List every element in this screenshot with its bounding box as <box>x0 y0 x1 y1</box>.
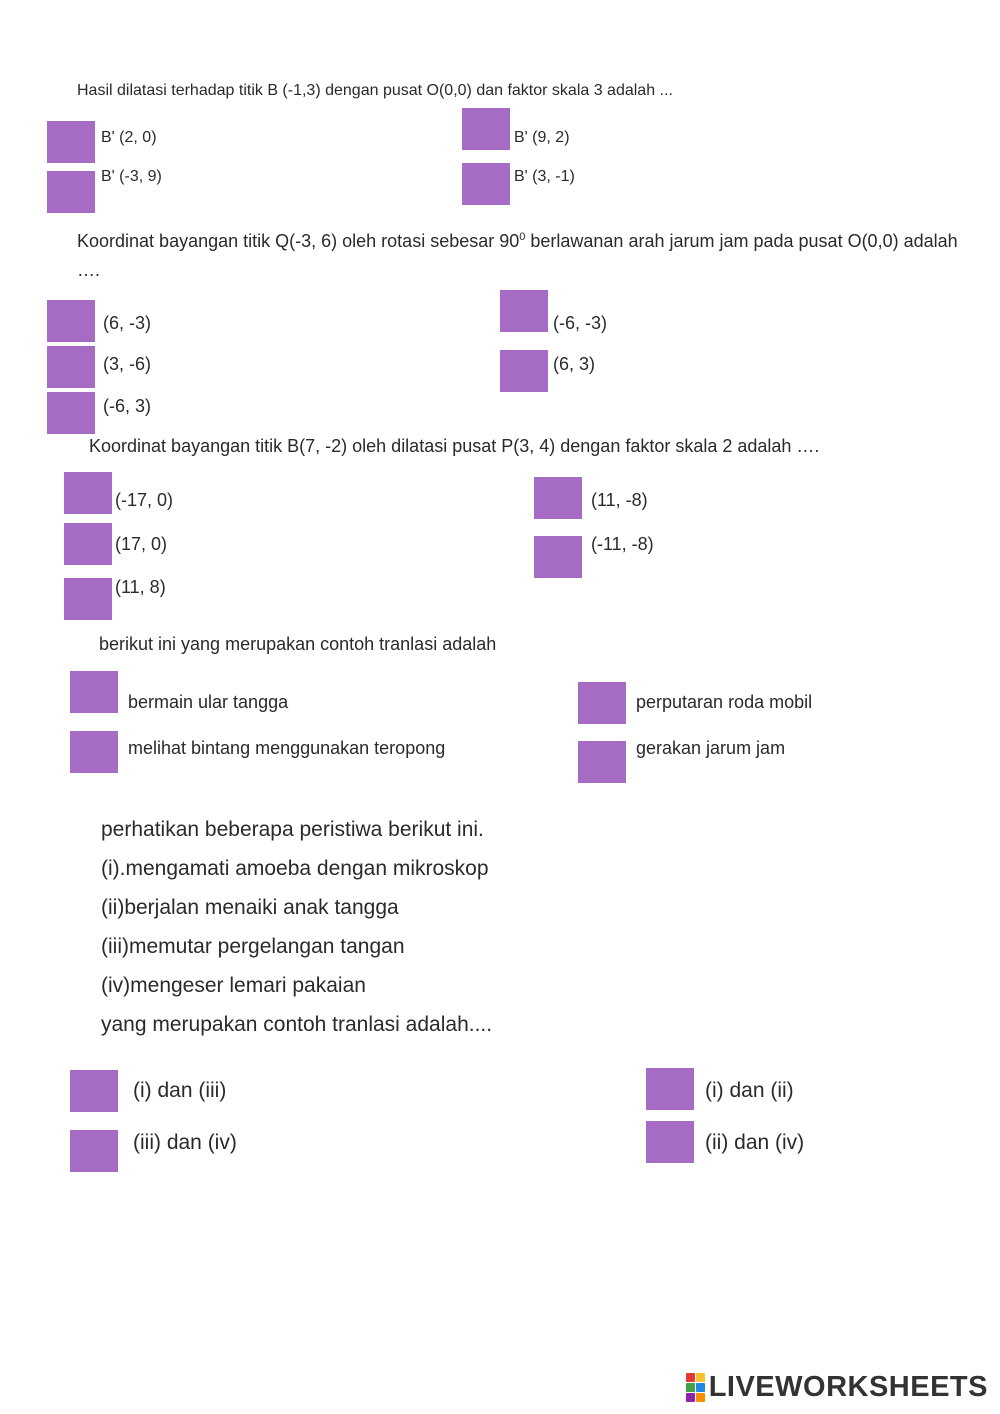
answer-box-q3-opt4[interactable] <box>534 536 582 578</box>
q3-option-2: (11, -8) <box>591 490 648 510</box>
answer-box-q3-opt5[interactable] <box>64 578 112 620</box>
question-2-degree-sup: 0 <box>519 231 526 243</box>
answer-box-q2-opt2[interactable] <box>500 290 548 332</box>
q1-option-1: B' (2, 0) <box>101 129 157 146</box>
q4-option-4: gerakan jarum jam <box>636 738 786 758</box>
q2-option-5: (-6, 3) <box>103 396 152 416</box>
answer-box-q4-opt4[interactable] <box>578 741 626 783</box>
answer-box-q2-opt1[interactable] <box>47 300 95 342</box>
answer-box-q4-opt1[interactable] <box>70 671 118 713</box>
q5-option-2: (i) dan (ii) <box>705 1079 794 1102</box>
answer-box-q3-opt1[interactable] <box>64 472 112 514</box>
q1-option-4: B' (3, -1) <box>514 168 575 185</box>
answer-box-q2-opt3[interactable] <box>47 346 95 388</box>
question-5-line-2: (i).mengamati amoeba dengan mikroskop <box>101 857 489 880</box>
question-5-line-3: (ii)berjalan menaiki anak tangga <box>101 896 399 919</box>
answer-box-q5-opt4[interactable] <box>646 1121 694 1163</box>
answer-box-q5-opt1[interactable] <box>70 1070 118 1112</box>
liveworksheets-logo <box>686 1371 988 1404</box>
q3-option-3: (17, 0) <box>115 534 168 554</box>
q3-option-1: (-17, 0) <box>115 490 174 510</box>
question-2-text-line2: …. <box>77 260 101 280</box>
q5-option-3: (iii) dan (iv) <box>133 1131 237 1154</box>
answer-box-q5-opt2[interactable] <box>646 1068 694 1110</box>
answer-box-q2-opt5[interactable] <box>47 392 95 434</box>
answer-box-q1-opt1[interactable] <box>47 121 95 163</box>
answer-box-q1-opt3[interactable] <box>47 171 95 213</box>
answer-box-q1-opt2[interactable] <box>462 108 510 150</box>
q4-option-2: perputaran roda mobil <box>636 692 813 712</box>
liveworksheets-logo-icon <box>686 1373 705 1402</box>
question-5-line-5: (iv)mengeser lemari pakaian <box>101 974 366 997</box>
question-5-line-4: (iii)memutar pergelangan tangan <box>101 935 405 958</box>
question-5-line-1: perhatikan beberapa peristiwa berikut ini. <box>101 818 484 841</box>
answer-box-q4-opt3[interactable] <box>70 731 118 773</box>
q1-option-2: B' (9, 2) <box>514 129 570 146</box>
question-3-text: Koordinat bayangan titik B(7, -2) oleh dilatasi pusat P(3, 4) dengan faktor skala 2 adalah …. <box>89 436 820 456</box>
q4-option-1: bermain ular tangga <box>128 692 289 712</box>
answer-box-q5-opt3[interactable] <box>70 1130 118 1172</box>
q1-option-3: B' (-3, 9) <box>101 168 162 185</box>
question-2-text-main: Koordinat bayangan titik Q(-3, 6) oleh rotasi sebesar 90 <box>77 231 520 251</box>
answer-box-q2-opt4[interactable] <box>500 350 548 392</box>
answer-box-q1-opt4[interactable] <box>462 163 510 205</box>
answer-box-q3-opt2[interactable] <box>534 477 582 519</box>
liveworksheets-logo-text: LIVEWORKSHEETS <box>708 1371 988 1403</box>
q2-option-4: (6, 3) <box>553 354 596 374</box>
question-4-text: berikut ini yang merupakan contoh tranlasi adalah <box>99 634 497 654</box>
question-1-text: Hasil dilatasi terhadap titik B (-1,3) dengan pusat O(0,0) dan faktor skala 3 adalah ... <box>77 82 673 99</box>
q5-option-1: (i) dan (iii) <box>133 1079 227 1102</box>
question-2-text-tail: berlawanan arah jarum jam pada pusat O(0,0) adalah <box>525 231 958 251</box>
question-5-line-6: yang merupakan contoh tranlasi adalah.... <box>101 1013 493 1036</box>
q3-option-4: (-11, -8) <box>591 534 654 554</box>
question-2-text <box>77 231 958 252</box>
answer-box-q4-opt2[interactable] <box>578 682 626 724</box>
q4-option-3: melihat bintang menggunakan teropong <box>128 738 446 758</box>
q2-option-2: (-6, -3) <box>553 313 607 333</box>
q3-option-5: (11, 8) <box>115 577 166 597</box>
q2-option-3: (3, -6) <box>103 354 152 374</box>
answer-box-q3-opt3[interactable] <box>64 523 112 565</box>
q5-option-4: (ii) dan (iv) <box>705 1131 805 1154</box>
q2-option-1: (6, -3) <box>103 313 152 333</box>
